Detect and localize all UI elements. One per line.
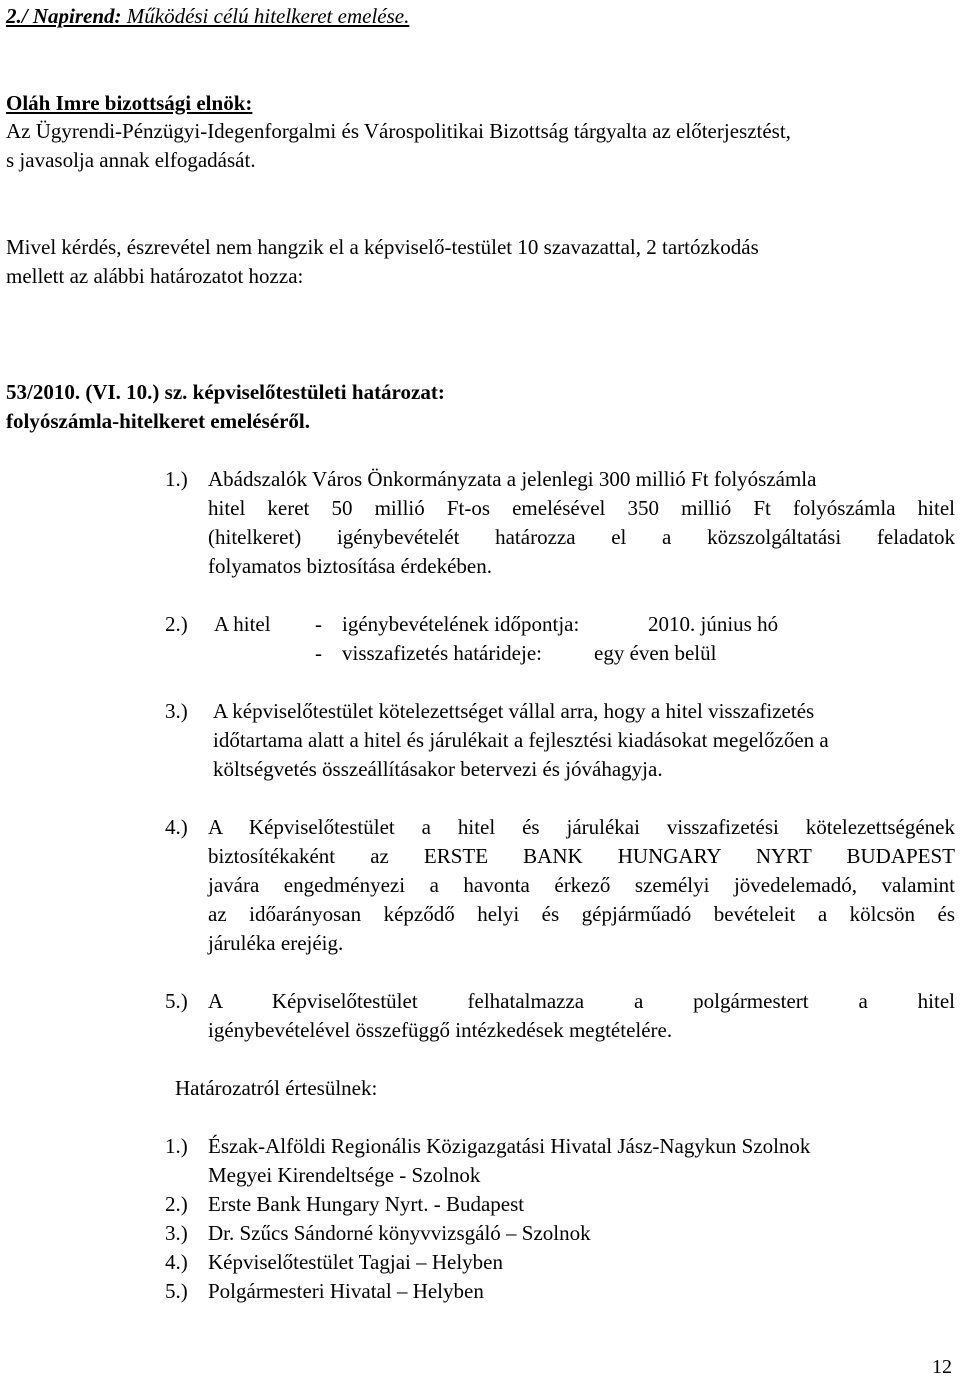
item2-term2: visszafizetés határideje:: [342, 641, 542, 665]
item1-line3: (hitelkeret) igénybevételét határozza el a közszolgáltatási feladatok: [208, 525, 955, 549]
item2-label: A hitel: [214, 612, 271, 636]
item2-dash1: -: [315, 612, 322, 636]
item2-dash2: -: [315, 641, 322, 665]
item3-line1: A képviselőtestület kötelezettséget vállal arra, hogy a hitel visszafizetés: [213, 699, 815, 723]
item3-line3: költségvetés összeállításakor betervezi és jóváhagyja.: [213, 757, 663, 781]
speaker-text-line1: Az Ügyrendi-Pénzügyi-Idegenforgalmi és Várospolitikai Bizottság tárgyalta az előterjesztést,: [6, 119, 791, 143]
page-number: 12: [932, 1356, 952, 1378]
item2-term1: igénybevételének időpontja:: [342, 612, 580, 636]
item5-number: 5.): [165, 989, 188, 1013]
item5-line2: igénybevételével összefüggő intézkedések megtételére.: [208, 1018, 673, 1042]
item4-line3: javára engedményezi a havonta érkező személyi jövedelemadó, valamint: [208, 873, 955, 897]
item5-line1: A Képviselőtestület felhatalmazza a polgármestert a hitel: [208, 989, 955, 1013]
item4-line2: biztosítékaként az ERSTE BANK HUNGARY NYRT BUDAPEST: [208, 844, 955, 868]
item1-line2: hitel keret 50 millió Ft-os emelésével 350 millió Ft folyószámla hitel: [208, 496, 955, 520]
notify-item-text: Erste Bank Hungary Nyrt. - Budapest: [208, 1192, 525, 1216]
item4-line4: az időarányosan képződő helyi és gépjárműadó bevételeit a kölcsön és: [208, 902, 955, 926]
notify-item-number: 2.): [165, 1192, 188, 1216]
vote-text-line1: Mivel kérdés, észrevétel nem hangzik el a képviselő-testület 10 szavazattal, 2 tartózkodás: [6, 235, 759, 259]
resolution-title-line2: folyószámla-hitelkeret emeléséről.: [6, 409, 310, 433]
speaker-name: Oláh Imre bizottsági elnök:: [6, 91, 253, 115]
item4-line5: járuléka erejéig.: [208, 931, 344, 955]
item1-line4: folyamatos biztosítása érdekében.: [208, 554, 492, 578]
notify-item-text: Polgármesteri Hivatal – Helyben: [208, 1279, 484, 1303]
agenda-title: Működési célú hitelkeret emelése.: [121, 4, 410, 28]
resolution-title-line1: 53/2010. (VI. 10.) sz. képviselőtestületi határozat:: [6, 380, 445, 404]
notify-item-number: 5.): [165, 1279, 188, 1303]
speaker-text-line2: s javasolja annak elfogadását.: [6, 148, 256, 172]
item2-value1: 2010. június hó: [648, 612, 779, 636]
notify-item-number: 3.): [165, 1221, 188, 1245]
item1-line1: Abádszalók Város Önkormányzata a jelenlegi 300 millió Ft folyószámla: [208, 467, 817, 491]
notify-item-text: Észak-Alföldi Regionális Közigazgatási Hivatal Jász-Nagykun Szolnok: [208, 1134, 811, 1158]
agenda-number: 2./ Napirend:: [6, 4, 122, 28]
notify-heading: Határozatról értesülnek:: [175, 1076, 378, 1100]
item2-value2: egy éven belül: [594, 641, 717, 665]
item3-number: 3.): [165, 699, 188, 723]
item4-line1: A Képviselőtestület a hitel és járulékai visszafizetési kötelezettségének: [208, 815, 955, 839]
vote-text-line2: mellett az alábbi határozatot hozza:: [6, 264, 304, 288]
item1-number: 1.): [165, 467, 188, 491]
item4-number: 4.): [165, 815, 188, 839]
notify-item-text-line2: Megyei Kirendeltsége - Szolnok: [208, 1163, 481, 1187]
notify-item-text: Dr. Szűcs Sándorné könyvvizsgáló – Szolnok: [208, 1221, 591, 1245]
agenda-heading: [6, 2, 409, 31]
item3-line2: időtartama alatt a hitel és járulékait a fejlesztési kiadásokat megelőzően a: [213, 728, 829, 752]
notify-item-number: 4.): [165, 1250, 188, 1274]
notify-item-number: 1.): [165, 1134, 188, 1158]
item2-number: 2.): [165, 612, 188, 636]
notify-item-text: Képviselőtestület Tagjai – Helyben: [208, 1250, 503, 1274]
